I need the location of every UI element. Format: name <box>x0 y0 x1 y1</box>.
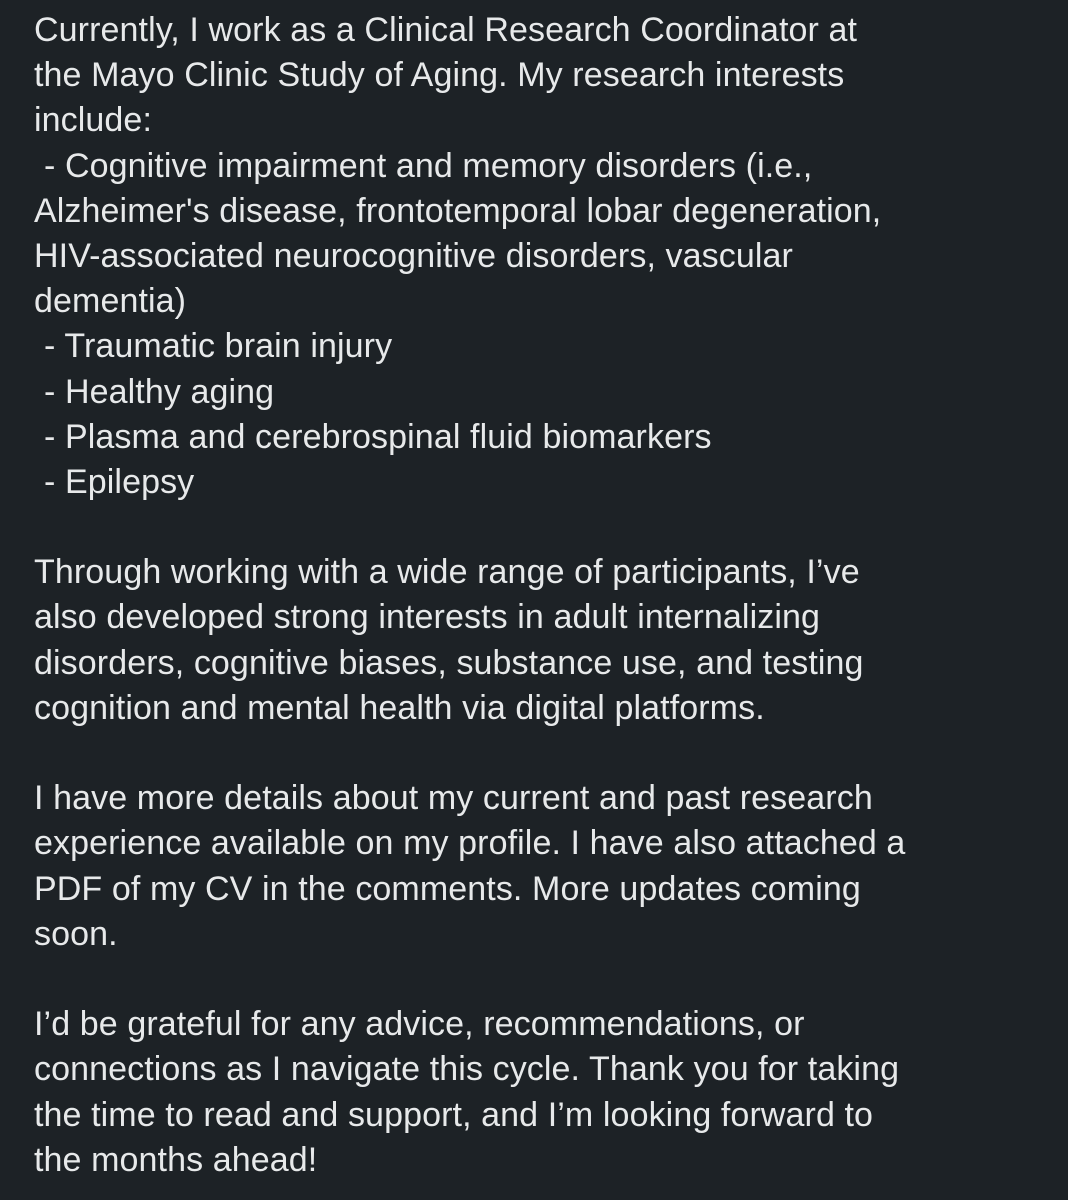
text-line: the time to read and support, and I’m looking forward to <box>34 1095 874 1134</box>
text-line: - Healthy aging <box>44 372 275 411</box>
text-line: dementia) <box>34 282 187 321</box>
text-line: Alzheimer's disease, frontotemporal lobar degeneration, <box>34 191 882 230</box>
text-line: I have more details about my current and past research <box>34 779 873 818</box>
list-item <box>34 415 1048 460</box>
intro-paragraph <box>34 8 1048 144</box>
text-line: Through working with a wide range of participants, I’ve <box>34 553 860 592</box>
text-line: - Traumatic brain injury <box>44 327 393 366</box>
research-interests-list <box>34 144 1048 506</box>
text-line: disorders, cognitive biases, substance use, and testing <box>34 643 864 682</box>
text-line: experience available on my profile. I have also attached a <box>34 824 906 863</box>
list-item <box>34 324 1048 369</box>
details-paragraph <box>34 776 1048 957</box>
list-item <box>34 460 1048 505</box>
text-line: include: <box>34 101 152 140</box>
list-item <box>34 370 1048 415</box>
text-line: cognition and mental health via digital platforms. <box>34 688 765 727</box>
text-line: PDF of my CV in the comments. More updates coming <box>34 869 861 908</box>
text-line: - Plasma and cerebrospinal fluid biomarkers <box>44 417 712 456</box>
text-line: the Mayo Clinic Study of Aging. My research interests <box>34 56 845 95</box>
paragraph-spacer <box>34 505 1048 550</box>
interests-paragraph <box>34 550 1048 731</box>
text-line: - Epilepsy <box>44 462 195 501</box>
text-line: - Cognitive impairment and memory disorders (i.e., <box>44 146 813 185</box>
text-line: soon. <box>34 914 118 953</box>
text-line: also developed strong interests in adult internalizing <box>34 598 820 637</box>
list-item <box>34 144 1048 325</box>
paragraph-spacer <box>34 731 1048 776</box>
closing-paragraph <box>34 1002 1048 1183</box>
text-line: Currently, I work as a Clinical Research Coordinator at <box>34 11 858 49</box>
paragraph-spacer <box>34 957 1048 1002</box>
text-line: HIV-associated neurocognitive disorders, vascular <box>34 236 793 275</box>
text-line: I’d be grateful for any advice, recommendations, or <box>34 1005 805 1044</box>
text-line: connections as I navigate this cycle. Thank you for taking <box>34 1050 900 1089</box>
text-line: the months ahead! <box>34 1140 318 1179</box>
